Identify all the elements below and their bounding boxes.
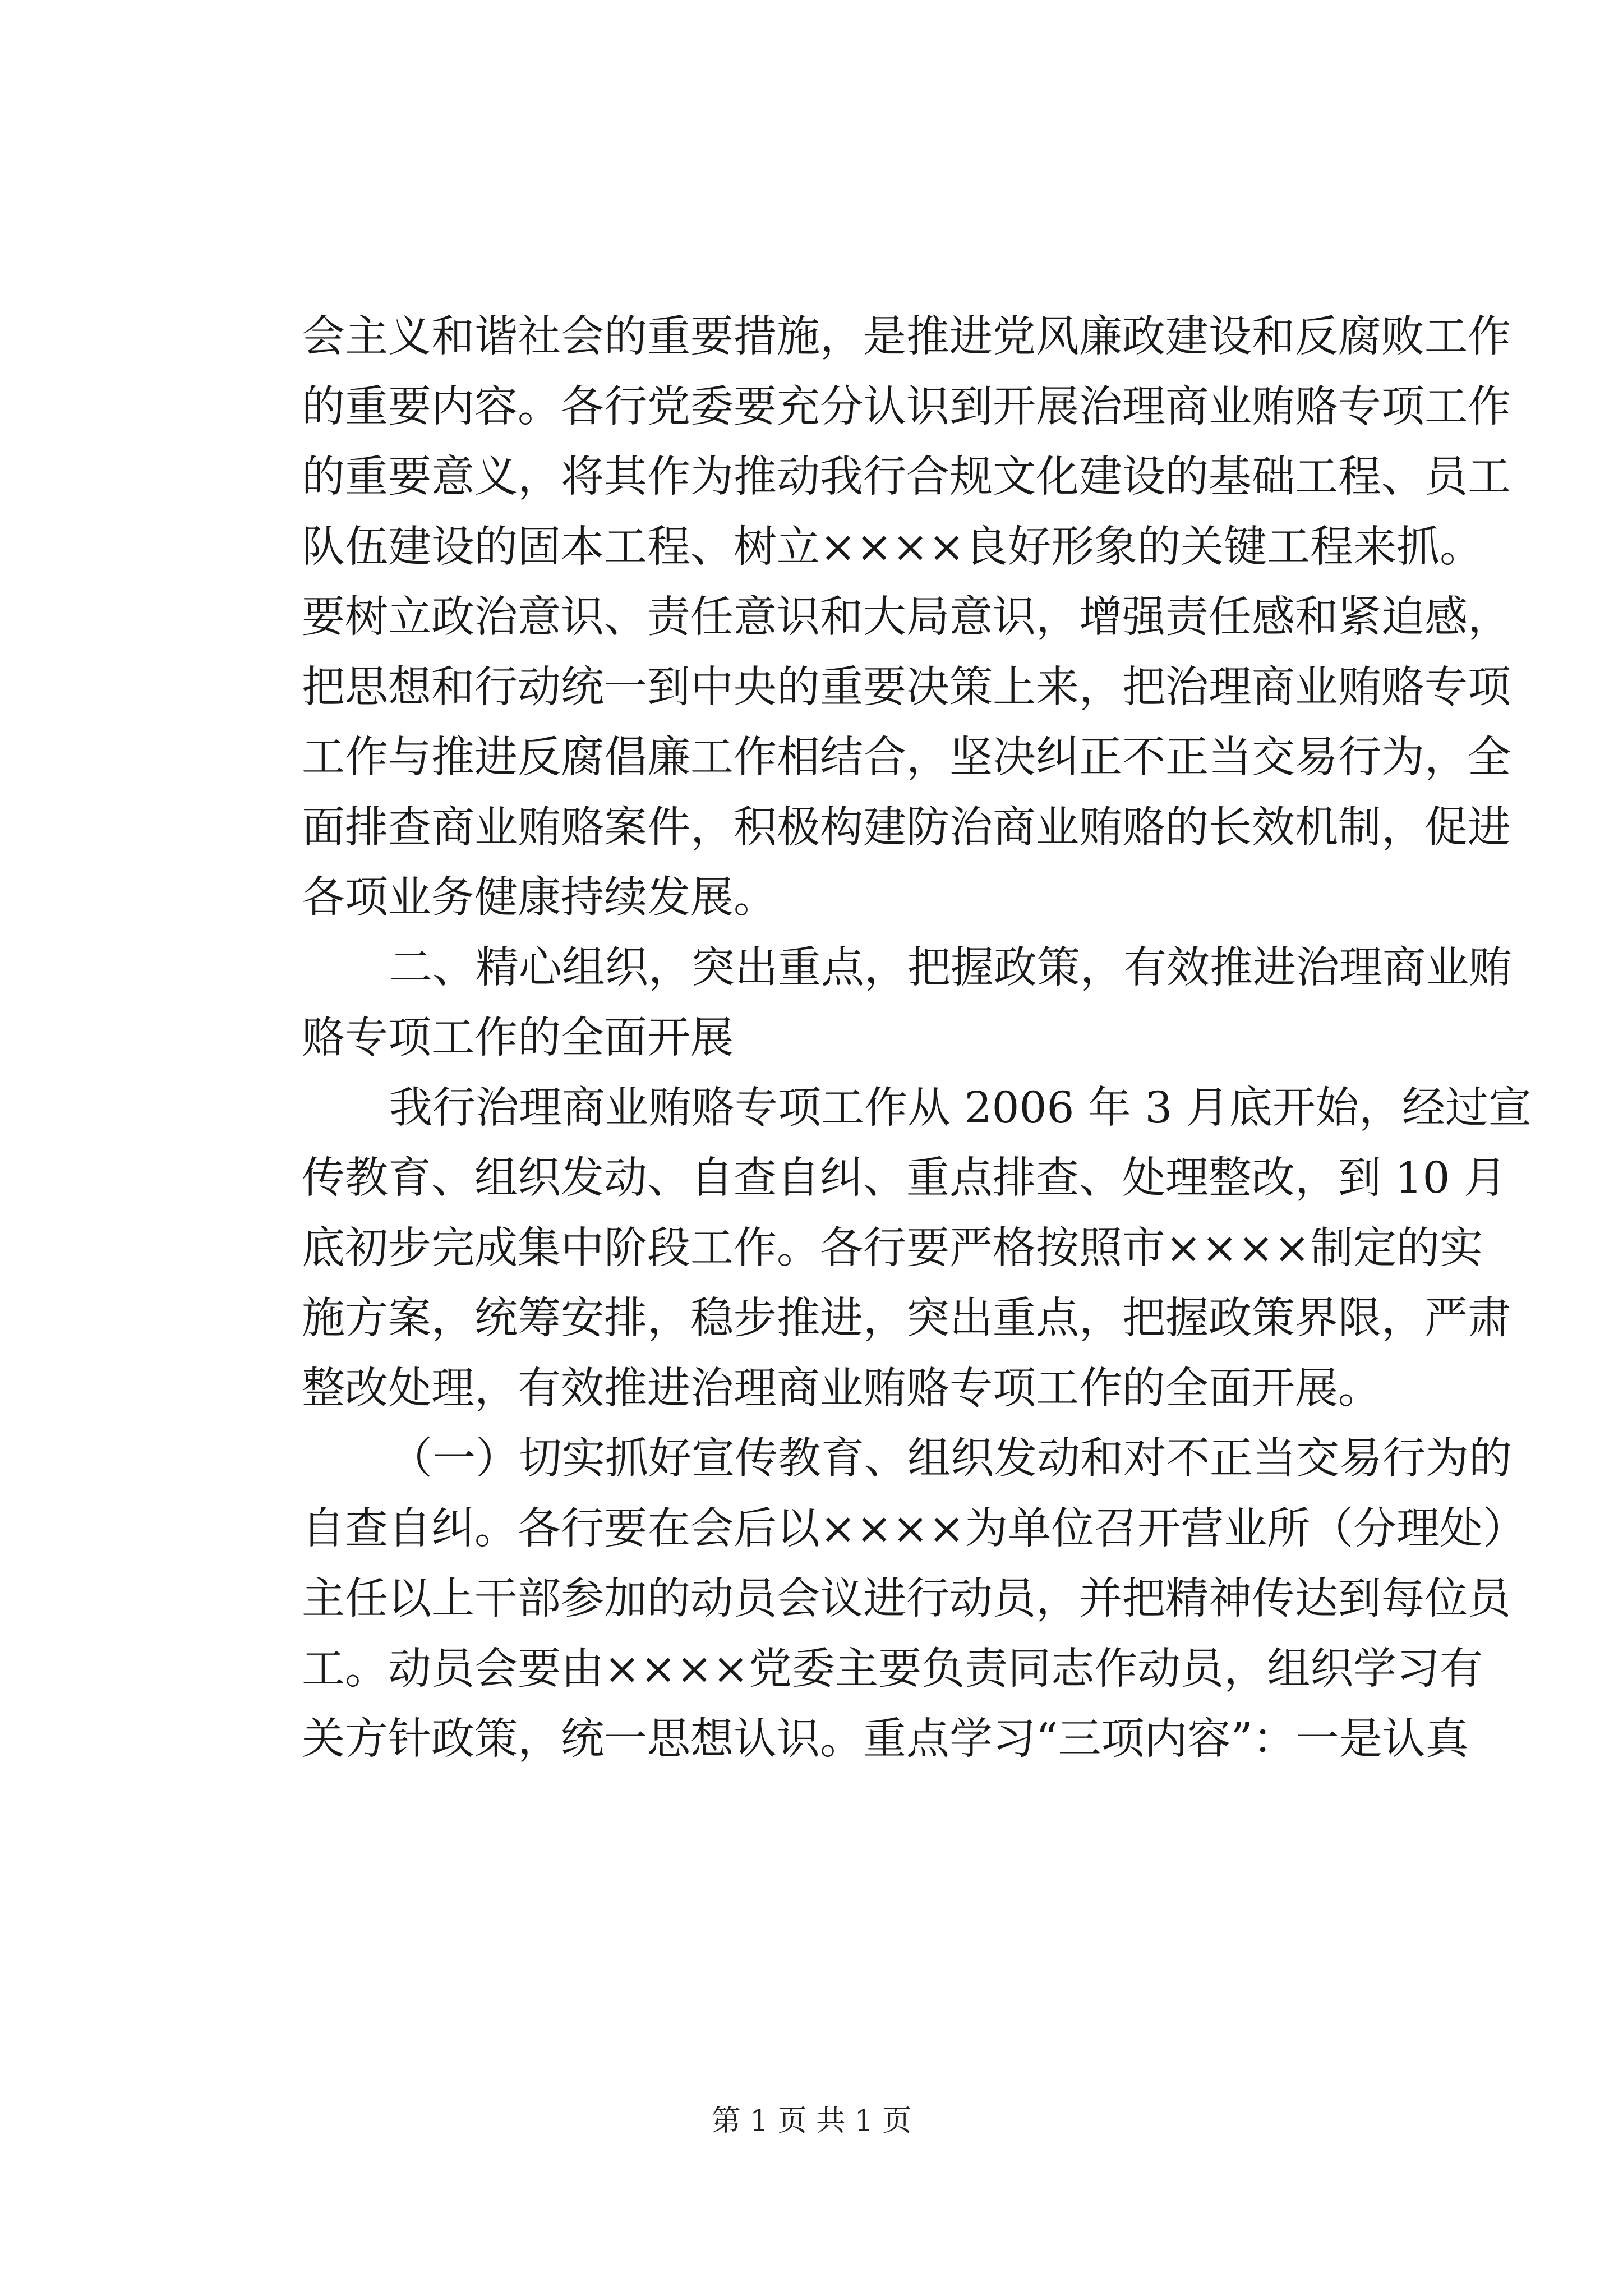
- text-line: 我行治理商业贿赂专项工作从 2006 年 3 月底开始，经过宣: [389, 1083, 1532, 1133]
- text-line: 关方针政策，统一思想认识。重点学习“三项内容”：一是认真: [302, 1714, 1469, 1764]
- text-line: 工。动员会要由××××党委主要负责同志作动员，组织学习有: [302, 1644, 1483, 1694]
- text-line: 要树立政治意识、责任意识和大局意识，增强责任感和紧迫感，: [302, 592, 1511, 642]
- text-line: 各项业务健康持续发展。: [302, 873, 777, 923]
- text-line: 工作与推进反腐倡廉工作相结合，坚决纠正不正当交易行为，全: [302, 733, 1511, 783]
- document-body: [302, 302, 1532, 1774]
- text-line: 施方案，统筹安排，稳步推进，突出重点，把握政策界限，严肃: [302, 1294, 1511, 1343]
- text-line: 的重要意义，将其作为推动我行合规文化建设的基础工程、员工: [302, 452, 1511, 502]
- text-line: 传教育、组织发动、自查自纠、重点排查、处理整改，到 10 月: [302, 1153, 1507, 1203]
- page-footer: 第 1 页 共 1 页: [711, 2104, 912, 2138]
- text-line: 主任以上干部参加的动员会议进行动员，并把精神传达到每位员: [302, 1574, 1511, 1624]
- text-line: 会主义和谐社会的重要措施，是推进党风廉政建设和反腐败工作: [302, 312, 1511, 362]
- text-line: 把思想和行动统一到中央的重要决策上来，把治理商业贿赂专项: [302, 662, 1511, 712]
- text-line: 自查自纠。各行要在会后以××××为单位召开营业所（分理处）: [302, 1504, 1527, 1554]
- text-line: 面排查商业贿赂案件，积极构建防治商业贿赂的长效机制，促进: [302, 803, 1511, 853]
- text-line: （一）切实抓好宣传教育、组织发动和对不正当交易行为的: [389, 1434, 1512, 1484]
- text-line: 底初步完成集中阶段工作。各行要严格按照市××××制定的实: [302, 1223, 1483, 1273]
- text-line: 整改处理，有效推进治理商业贿赂专项工作的全面开展。: [302, 1364, 1381, 1414]
- text-line: 赂专项工作的全面开展: [302, 1013, 734, 1063]
- text-line: 的重要内容。各行党委要充分认识到开展治理商业贿赂专项工作: [302, 382, 1511, 432]
- text-line: 队伍建设的固本工程、树立××××良好形象的关键工程来抓。: [302, 522, 1483, 572]
- text-line: 二、精心组织，突出重点，把握政策，有效推进治理商业贿: [389, 943, 1512, 993]
